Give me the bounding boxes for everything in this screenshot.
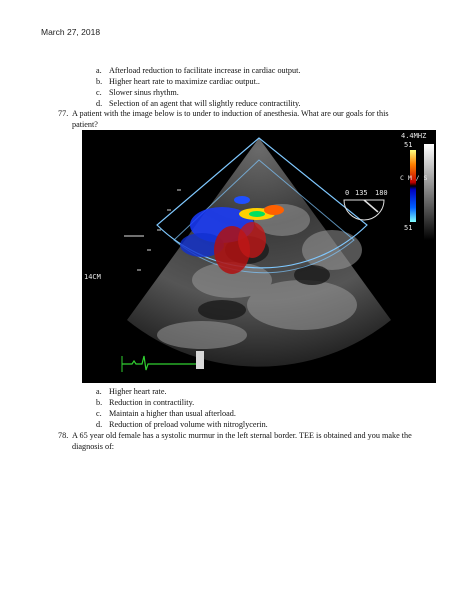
option-text: Afterload reduction to facilitate increase in cardiac output. bbox=[109, 66, 301, 75]
option-letter: d. bbox=[96, 420, 103, 429]
angle-right-label: 180 bbox=[375, 189, 388, 197]
prev-option-b bbox=[96, 77, 260, 88]
ecg-trace bbox=[122, 356, 202, 370]
option-text: Reduction in contractility. bbox=[109, 398, 195, 407]
question-text: A 65 year old female has a systolic murmur in the left sternal border. TEE is obtained and you make the diagnosis of: bbox=[72, 431, 412, 451]
option-text: Slower sinus rhythm. bbox=[109, 88, 179, 97]
option-letter: c. bbox=[96, 409, 102, 418]
prev-option-a bbox=[96, 66, 300, 77]
scale-unit-label: C M / S bbox=[400, 174, 428, 182]
q77-option-d bbox=[96, 420, 268, 431]
question-number: 78. bbox=[58, 431, 69, 440]
grayscale-bar bbox=[424, 144, 434, 240]
option-text: Higher heart rate to maximize cardiac output.. bbox=[109, 77, 260, 86]
question-text: A patient with the image below is to under to induction of anesthesia. What are our goals for this patient? bbox=[72, 109, 389, 129]
q77-option-c bbox=[96, 409, 236, 420]
option-letter: a. bbox=[96, 387, 102, 396]
echocardiogram-image bbox=[82, 130, 436, 383]
option-letter: b. bbox=[96, 398, 103, 407]
scale-bottom-label: 51 bbox=[404, 224, 413, 232]
depth-label: 14CM bbox=[84, 273, 101, 281]
header-date: March 27, 2018 bbox=[41, 27, 101, 37]
frequency-label: 4.4MHZ bbox=[401, 132, 427, 140]
option-text: Maintain a higher than usual afterload. bbox=[109, 409, 236, 418]
option-letter: a. bbox=[96, 66, 102, 75]
option-text: Higher heart rate. bbox=[109, 387, 167, 396]
prev-option-c bbox=[96, 88, 179, 99]
angle-value-label: 135 bbox=[355, 189, 368, 197]
prev-option-d bbox=[96, 99, 301, 110]
angle-left-label: 0 bbox=[345, 189, 350, 197]
color-scale-bar bbox=[410, 150, 416, 222]
option-text: Reduction of preload volume with nitroglycerin. bbox=[109, 420, 268, 429]
ecg-marker bbox=[196, 351, 204, 369]
scale-top-label: 51 bbox=[404, 141, 413, 149]
angle-indicator-icon bbox=[344, 200, 384, 220]
option-letter: b. bbox=[96, 77, 103, 86]
q77-option-b bbox=[96, 398, 194, 409]
option-letter: c. bbox=[96, 88, 102, 97]
option-letter: d. bbox=[96, 99, 103, 108]
q77-option-a bbox=[96, 387, 167, 398]
question-number: 77. bbox=[58, 109, 69, 118]
option-text: Selection of an agent that will slightly reduce contractility. bbox=[109, 99, 301, 108]
